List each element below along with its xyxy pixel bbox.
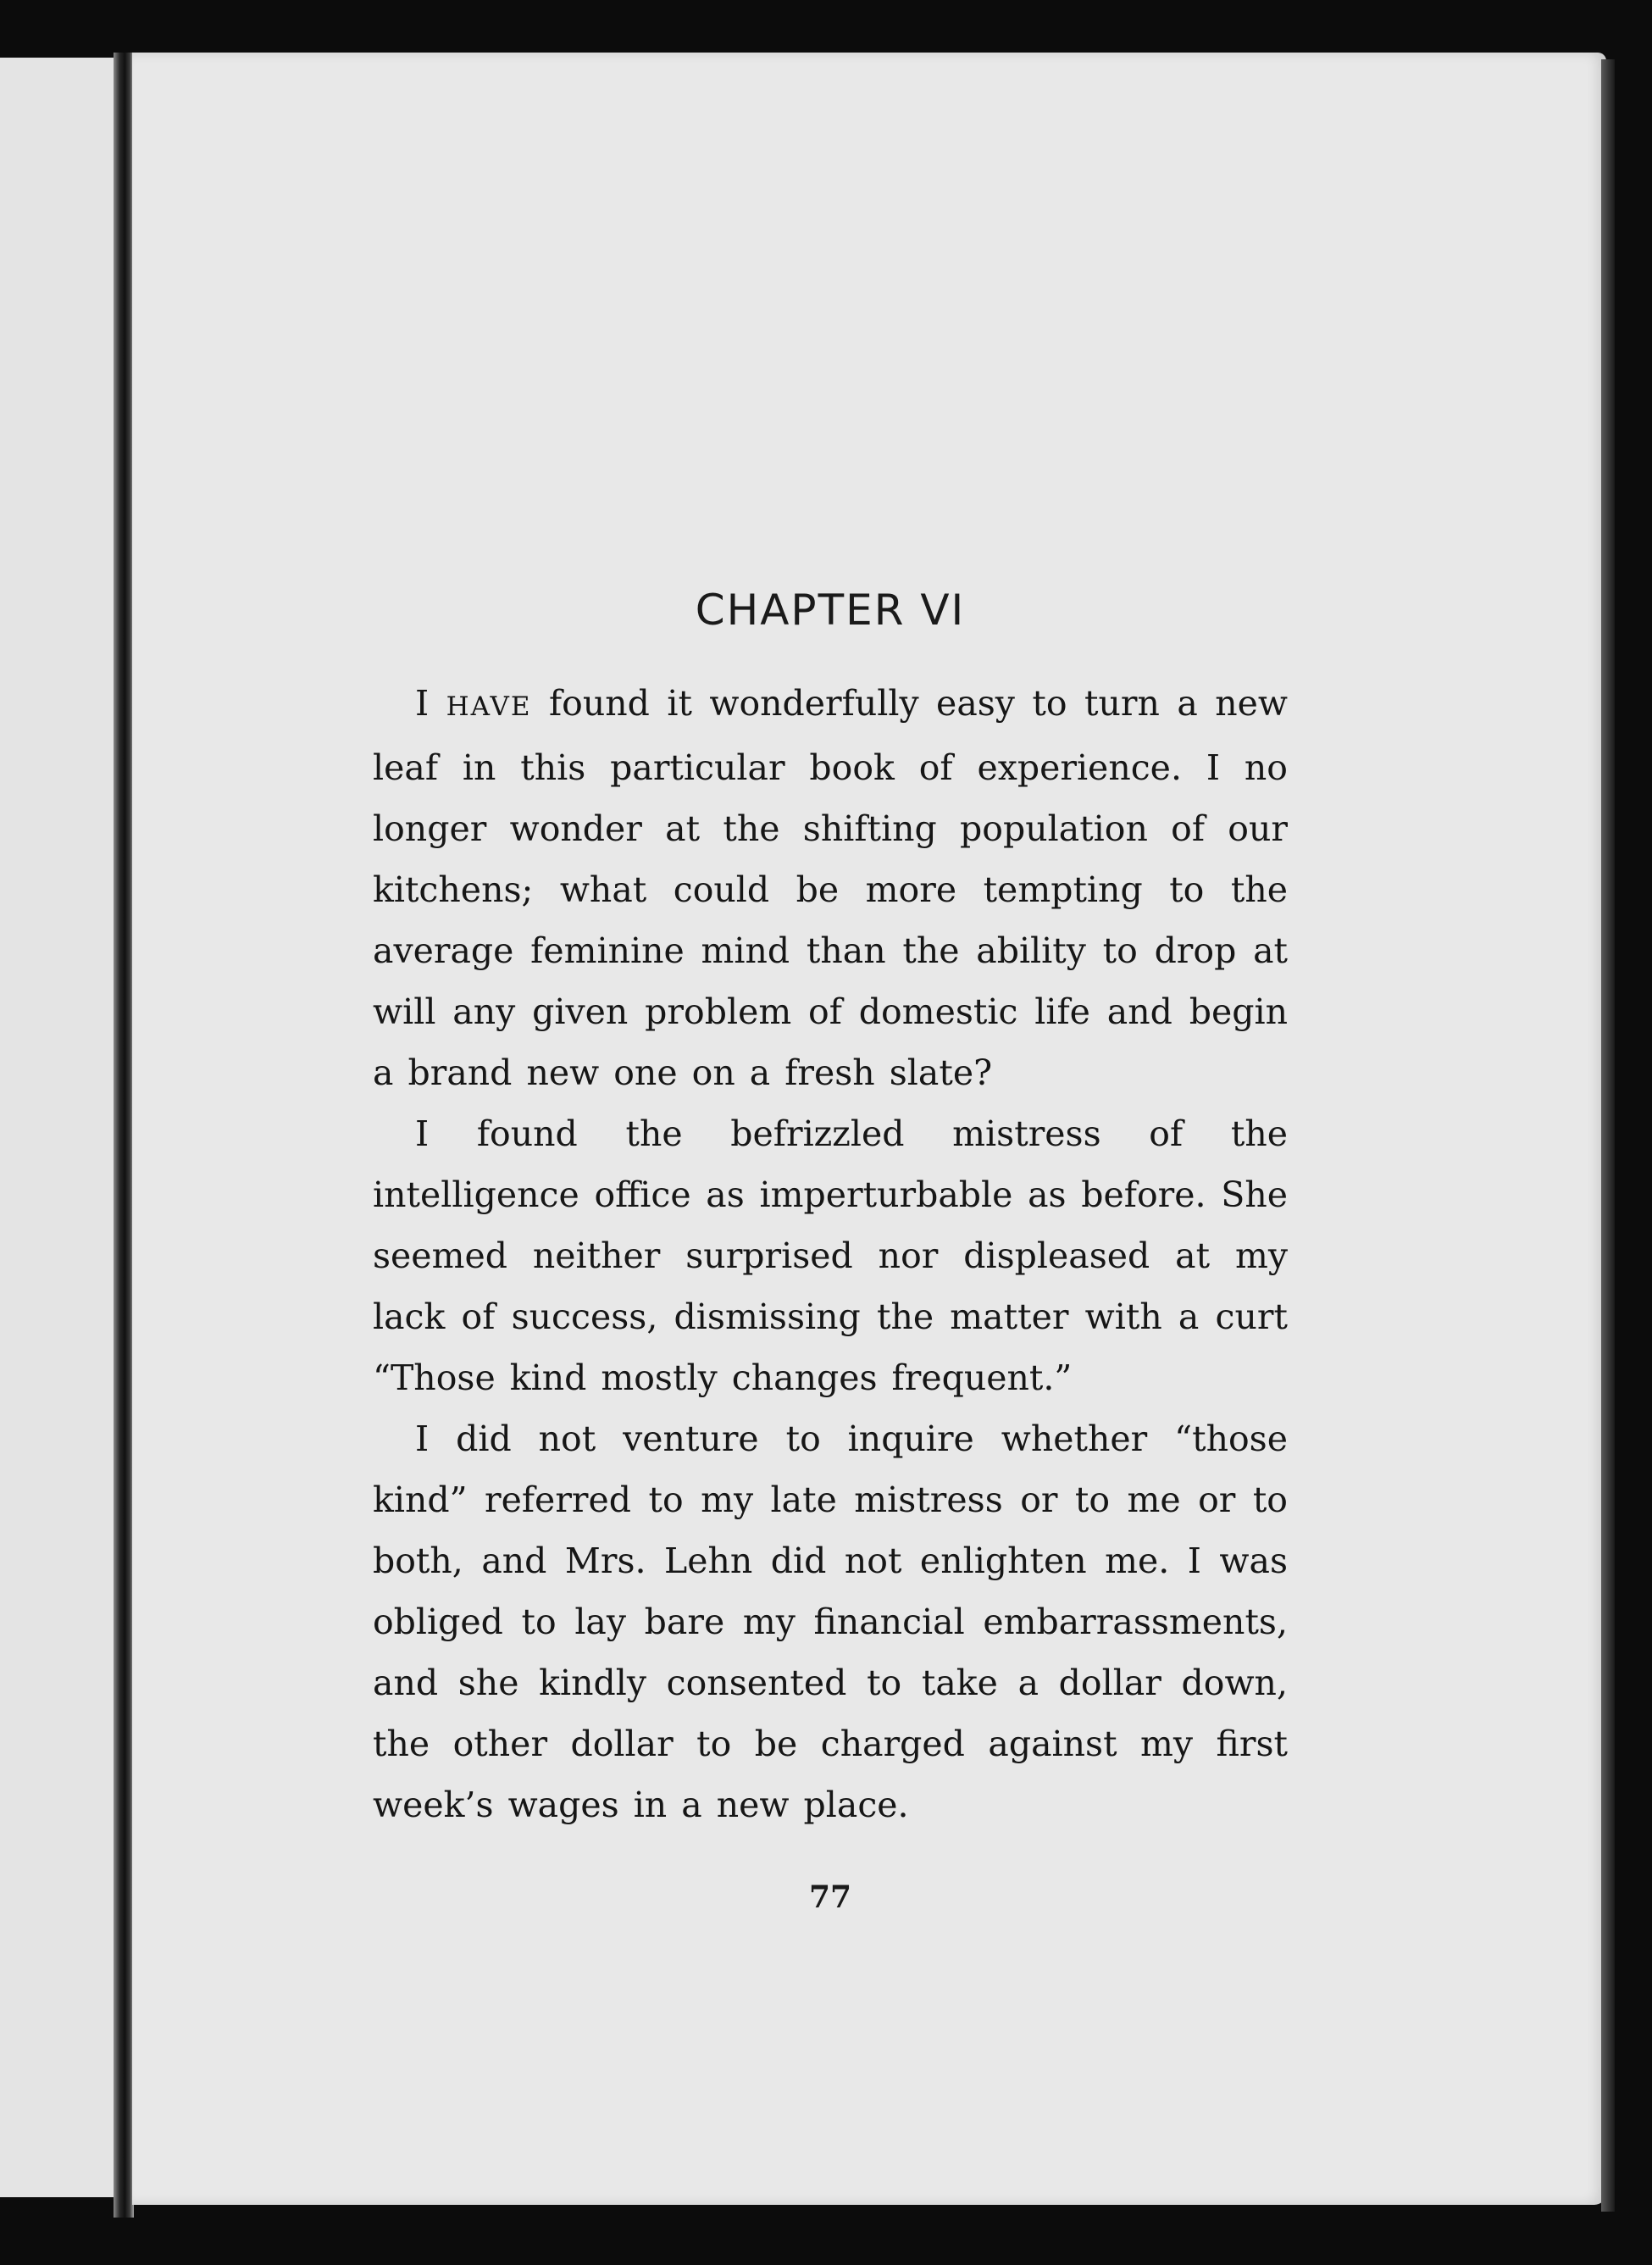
paragraph-lead-small-caps: HAVE [446,691,532,722]
paragraph-lead-letter: I [415,683,430,724]
paragraph-1 [373,673,1288,1103]
paragraph-1-text: found it wonderfully easy to turn a new leaf in this particular book of experience. I no longer wonder at the shifting population of our kitchens; what could be more tempting to the average feminine mind than the ability to drop at will any given problem of domestic life and begin a brand new one on a fresh slate? [373,683,1288,1093]
page-text-block [373,585,1288,1915]
book-gutter [114,53,134,2218]
page-edge-shadow [1601,59,1615,2212]
facing-page-edge [0,58,119,2197]
chapter-title: CHAPTER VI [695,586,966,635]
page-number: 77 [808,1879,852,1915]
paragraph-2: I found the befrizzled mistress of the intelligence office as imperturbable as before. She seemed neither surprised nor displeased at my lack of success, dismissing the matter with a curt “Those kind mostly changes frequent.” [373,1113,1288,1398]
paragraph-3: I did not venture to inquire whether “those kind” referred to my late mistress or to me or to both, and Mrs. Lehn did not enlighten me. I was obliged to lay bare my financial embarrassments, and she kindly consented to take a dollar down, the other dollar to be charged against my first week’s wages in a new place. [373,1418,1288,1825]
